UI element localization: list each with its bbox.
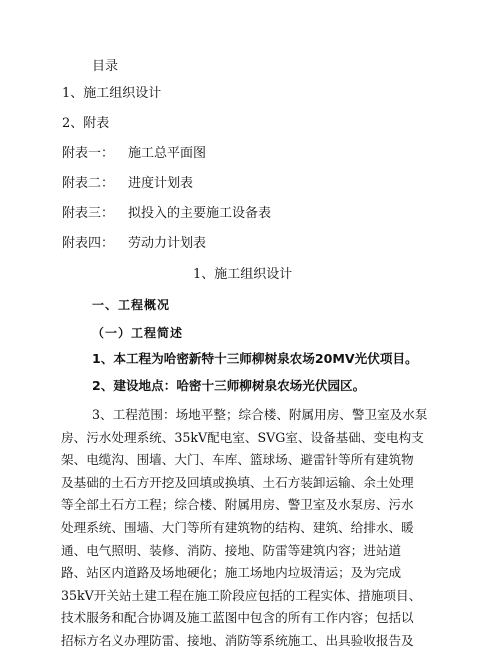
toc-item-label: 附表一： xyxy=(62,146,115,161)
paragraph-line: 架、电缆沟、围墙、大门、车库、篮球场、避雷针等所有建筑物 xyxy=(61,452,414,468)
paragraph-line: 技术服务和配合协调及施工蓝图中包含的所有工作内容；包括以 xyxy=(61,610,414,626)
toc-item-label: 附表四： xyxy=(62,236,115,251)
paragraph-line: 及基础的土石方开挖及回填或换填、土石方装卸运输、余土处理 xyxy=(61,474,414,490)
toc-item-sub: 劳动力计划表 xyxy=(128,236,207,251)
toc-title: 目录 xyxy=(92,59,119,74)
paragraph-line: 招标方名义办理防雷、接地、消防等系统施工、出具验收报告及 xyxy=(61,632,414,648)
toc-item-2[interactable] xyxy=(62,116,109,132)
toc-item-4[interactable] xyxy=(62,176,193,192)
toc-item-label: 2、附表 xyxy=(62,116,110,131)
site-location-line: 2、建设地点：哈密十三师柳树泉农场光伏园区。 xyxy=(92,378,366,393)
toc-item-sub: 拟投入的主要施工设备表 xyxy=(128,206,272,221)
toc-item-label: 1、施工组织设计 xyxy=(62,86,162,101)
project-name-line: 1、本工程为哈密新特十三师柳树泉农场20MV光伏项目。 xyxy=(92,351,418,366)
scope-paragraph xyxy=(61,404,428,653)
section-title: 1、施工组织设计 xyxy=(193,267,293,282)
toc-item-label: 附表三： xyxy=(62,206,115,221)
section-heading-overview: 一、工程概况 xyxy=(92,298,171,312)
paragraph-line: 路、站区内道路及场地硬化；施工场地内垃圾清运；及为完成 xyxy=(61,565,402,581)
paragraph-line: 等全部土石方工程；综合楼、附属用房、警卫室及水泵房、污水 xyxy=(61,497,414,513)
subsection-heading-brief: （一）工程简述 xyxy=(92,326,184,340)
toc-item-sub: 施工总平面图 xyxy=(128,146,207,161)
toc-item-label: 附表二： xyxy=(62,176,115,191)
paragraph-line: 35kV开关站土建工程在施工阶段应包括的工程实体、措施项目、 xyxy=(61,587,422,603)
paragraph-line: 房、污水处理系统、35kV配电室、SVG室、设备基础、变电构支 xyxy=(61,429,424,445)
toc-item-5[interactable] xyxy=(62,206,271,222)
paragraph-line: 3、工程范围：场地平整；综合楼、附属用房、警卫室及水泵 xyxy=(92,407,428,422)
toc-item-sub: 进度计划表 xyxy=(128,176,194,191)
paragraph-line: 处理系统、围墙、大门等所有建筑物的结构、建筑、给排水、暖 xyxy=(61,519,414,535)
toc-item-6[interactable] xyxy=(62,236,206,252)
toc-item-3[interactable] xyxy=(62,146,206,162)
paragraph-line: 通、电气照明、装修、消防、接地、防雷等建筑内容；进站道 xyxy=(61,542,402,558)
toc-item-1[interactable] xyxy=(62,86,161,102)
